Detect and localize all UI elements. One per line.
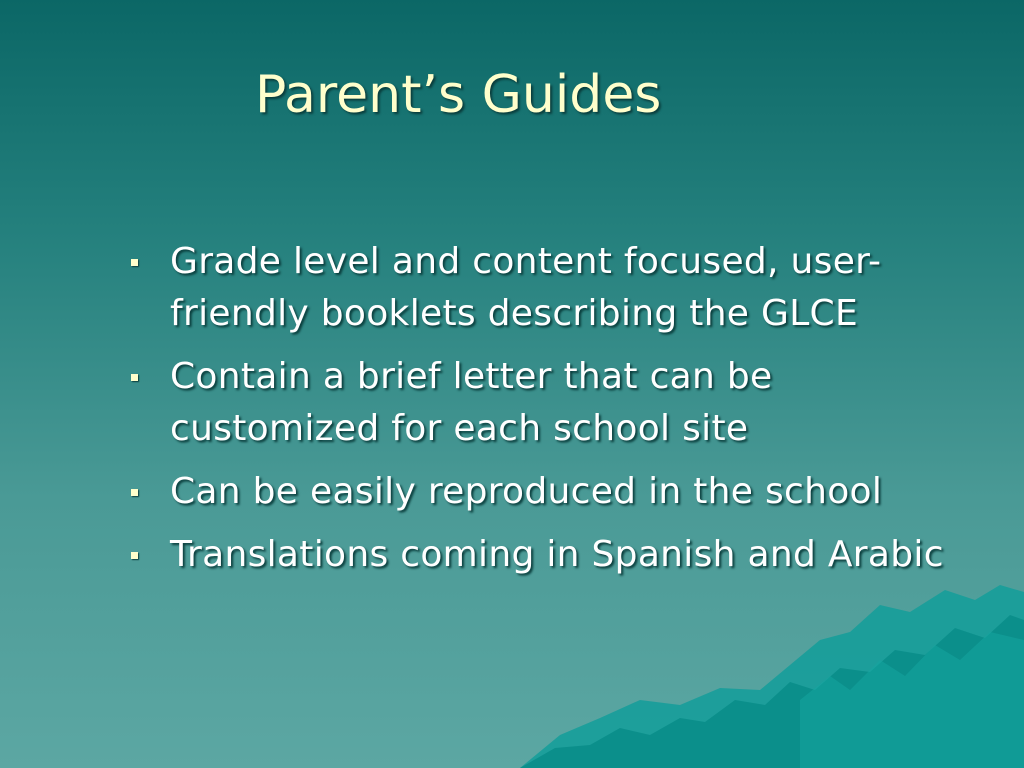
square-bullet-icon <box>131 259 138 266</box>
bullet-text: Translations coming in Spanish and Arabic <box>170 534 944 575</box>
bullet-item <box>128 529 978 581</box>
square-bullet-icon <box>131 374 138 381</box>
bullet-list <box>128 236 978 592</box>
square-bullet-icon <box>131 552 138 559</box>
bullet-item <box>128 351 978 455</box>
slide-title: Parent’s Guides <box>255 65 662 125</box>
bullet-text: Can be easily reproduced in the school <box>170 471 883 512</box>
bullet-item <box>128 466 978 518</box>
bullet-text: Grade level and content focused, user-friendly booklets describing the GLCE <box>170 241 882 334</box>
square-bullet-icon <box>131 489 138 496</box>
bullet-text: Contain a brief letter that can be customized for each school site <box>170 356 773 449</box>
bullet-item <box>128 236 978 340</box>
